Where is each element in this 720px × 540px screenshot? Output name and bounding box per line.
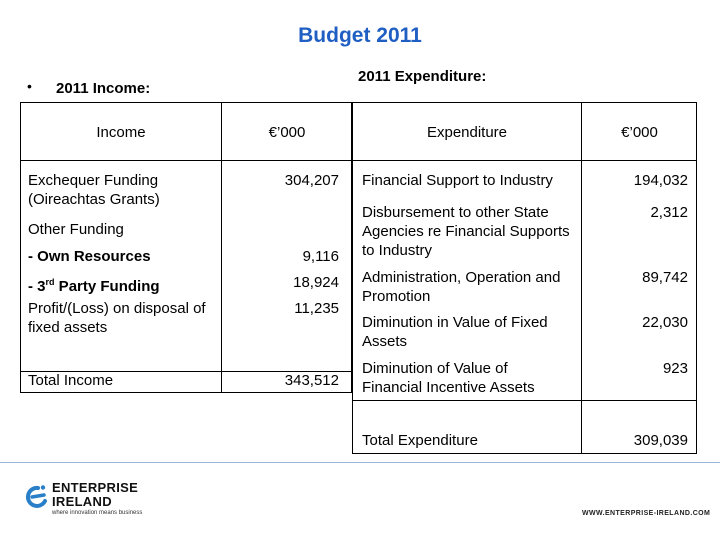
own-resources-label: - Own Resources (28, 248, 151, 265)
expenditure-header-label: Expenditure (426, 124, 508, 141)
expenditure-row-value: 89,742 (642, 269, 688, 286)
income-header-unit: €’000 (268, 124, 306, 141)
footer-url: WWW.ENTERPRISE-IRELAND.COM (582, 510, 711, 517)
third-party-label: - 3rd Party Funding (28, 277, 160, 295)
expenditure-row-label: Disbursement to other State Agencies re Financial Supports to Industry (362, 204, 570, 259)
profit-loss-label: Profit/(Loss) on disposal of fixed assets (28, 300, 206, 336)
total-income-label: Total Income (28, 372, 114, 389)
total-expenditure-label: Total Expenditure (362, 432, 478, 449)
income-table (20, 102, 352, 393)
enterprise-ireland-logo-icon (24, 484, 48, 510)
expenditure-row-value: 194,032 (633, 172, 688, 189)
bullet-icon: • (27, 78, 32, 94)
third-party-value: 18,924 (293, 274, 339, 291)
expenditure-row-value: 22,030 (642, 314, 688, 331)
header-divider (21, 160, 351, 161)
expenditure-row-label: Financial Support to Industry (362, 172, 553, 189)
exchequer-value: 304,207 (284, 172, 339, 189)
expenditure-table (352, 102, 697, 454)
expenditure-heading: 2011 Expenditure: (358, 68, 487, 85)
exchequer-label: Exchequer Funding (Oireachtas Grants) (28, 172, 160, 208)
header-divider (353, 160, 696, 161)
slide-title: Budget 2011 (298, 24, 422, 47)
logo-tagline: where innovation means business (52, 510, 143, 516)
expenditure-row-value: 923 (662, 360, 688, 377)
expenditure-row-label: Diminution of Value of Financial Incentive Assets (362, 360, 535, 396)
total-expenditure-value: 309,039 (633, 432, 688, 449)
income-header-label: Income (96, 124, 146, 141)
expenditure-header-unit: €’000 (621, 124, 658, 141)
other-funding-label: Other Funding (28, 221, 124, 238)
income-heading: 2011 Income: (56, 80, 151, 97)
expenditure-row-value: 2,312 (650, 204, 688, 221)
expenditure-row-label: Diminution in Value of Fixed Assets (362, 314, 548, 350)
profit-loss-value: 11,235 (294, 300, 339, 317)
total-income-value: 343,512 (284, 372, 339, 389)
expenditure-row-label: Administration, Operation and Promotion (362, 269, 561, 305)
logo-wordmark: ENTERPRISE IRELAND (52, 480, 139, 509)
own-resources-value: 9,116 (302, 248, 339, 265)
footer-divider (0, 462, 720, 463)
total-divider (353, 400, 696, 401)
